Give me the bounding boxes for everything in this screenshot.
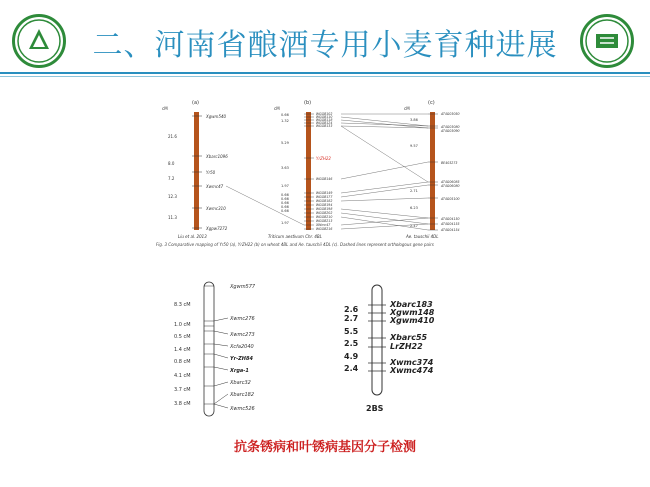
page-title: 二、河南省酿酒专用小麦育种进展 xyxy=(92,28,558,63)
map-c-marker-10: AT4G04154 xyxy=(441,228,460,232)
linkage-map-left xyxy=(160,278,300,428)
left-marker-2: Xwmc276 xyxy=(230,316,255,322)
map-c-distance-1: 3.86 xyxy=(410,118,418,122)
panel-label-b: (b) xyxy=(304,100,312,106)
left-distance-1: 8.3 cM xyxy=(174,302,191,308)
map-a-marker-4: Xwmc47 xyxy=(206,184,224,189)
chromosome-bar-c xyxy=(430,112,435,230)
map-b-marker-3: WGGB118 xyxy=(316,118,333,122)
map-b-distance-5: 1.97 xyxy=(281,184,289,188)
map-b-marker-15: WGGB213 xyxy=(316,219,333,223)
left-marker-8: Xbarc182 xyxy=(230,392,255,398)
right-marker-2: Xgwm148 xyxy=(390,308,435,317)
right-distance-2: 2.7 xyxy=(344,314,359,323)
left-marker-3: Xwmc273 xyxy=(230,332,255,338)
map-a-distance-1: 21.6 xyxy=(168,134,177,139)
chromosome-bar-b xyxy=(306,112,311,230)
map-b-marker-9: WGGB177 xyxy=(316,195,333,199)
right-distance-3: 5.5 xyxy=(344,327,359,336)
right-distance-6: 2.4 xyxy=(344,364,359,373)
map-c-distance-4: 6.23 xyxy=(410,206,418,210)
unit-label-c: cM xyxy=(404,106,410,111)
left-distance-7: 3.7 cM xyxy=(174,387,191,393)
map-b-marker-11: WGGB194 xyxy=(316,203,333,207)
map-b-marker-14: WGGB210 xyxy=(316,215,333,219)
chromosome-outline-2bs xyxy=(372,285,382,395)
map-a-marker-5: Xwmc310 xyxy=(206,206,226,211)
left-marker-6: Xrga-1 xyxy=(230,368,249,374)
map-c-marker-4: BE403273 xyxy=(441,161,458,165)
map-b-distance-6: 0.66 xyxy=(281,193,289,197)
university-logo-right xyxy=(580,14,634,68)
logo-emblem-right xyxy=(583,17,631,65)
map-a-distance-3: 7.2 xyxy=(168,176,175,181)
map-c-marker-9: AT4G04155 xyxy=(441,222,460,226)
university-logo-left xyxy=(12,14,66,68)
map-b-distance-10: 0.66 xyxy=(281,209,289,213)
left-marker-7: Xbarc32 xyxy=(230,380,251,386)
comparative-map-figure xyxy=(156,94,496,264)
left-distance-2: 1.0 cM xyxy=(174,322,191,328)
left-marker-9: Xwmc526 xyxy=(230,406,255,412)
map-b-distance-9: 0.66 xyxy=(281,205,289,209)
unit-label-b: cM xyxy=(274,106,280,111)
map-a-marker-1: Xgwm540 xyxy=(206,114,227,119)
map-c-distance-2: 9.57 xyxy=(410,144,418,148)
map-b-distance-1: 0.66 xyxy=(281,113,289,117)
map-b-marker-7: WGGB146 xyxy=(316,177,333,181)
comparative-map-svg xyxy=(156,94,496,242)
map-c-distance-5: 2.47 xyxy=(410,224,418,228)
map-b-markers xyxy=(268,112,332,239)
map-a-source: Liu et al. 2013 xyxy=(178,234,207,239)
logo-emblem-left xyxy=(15,17,63,65)
panel-label-a: (a) xyxy=(192,100,199,106)
map-b-distance-7: 0.66 xyxy=(281,197,289,201)
title-divider-thin xyxy=(0,76,650,77)
left-distance-6: 4.1 cM xyxy=(174,373,191,379)
map-c-marker-5: AT4G06085 xyxy=(441,180,460,184)
map-b-marker-5: WGGB133 xyxy=(316,124,333,128)
left-distance-3: 0.5 cM xyxy=(174,334,191,340)
left-distance-4: 1.4 cM xyxy=(174,347,191,353)
map-c-source: Ae. tauschii 4DL xyxy=(406,234,439,239)
left-distance-8: 3.8 cM xyxy=(174,401,191,407)
map-b-distance-4: 3.63 xyxy=(281,166,289,170)
map-a-marker-2: Xbarc1096 xyxy=(206,154,228,159)
map-b-source: Triticum aestivum Chr. 4BL xyxy=(268,234,322,239)
map-c-marker-6: AT4G06080 xyxy=(441,184,460,188)
map-b-target-gene: YrZH22 xyxy=(316,156,331,161)
map-c-marker-7: AT4G05100 xyxy=(441,197,460,201)
connector-lines-bc xyxy=(341,114,428,230)
right-distance-1: 2.6 xyxy=(344,305,359,314)
right-marker-4: Xbarc55 xyxy=(390,333,428,342)
map-a-marker-6: Xgpw7272 xyxy=(206,226,228,231)
footer-caption: 抗条锈病和叶锈病基因分子检测 xyxy=(233,440,416,455)
map-a-distance-4: 12.3 xyxy=(168,194,177,199)
map-b-marker-16: XWmc47 xyxy=(316,223,331,227)
linkage-map-2bs xyxy=(316,283,476,418)
right-marker-7: Xwmc474 xyxy=(390,366,434,375)
map-b-marker-17: WGGB216 xyxy=(316,227,333,231)
linkage-map-left-svg xyxy=(160,278,300,428)
map-b-marker-4: WGGB124 xyxy=(316,121,333,125)
connector-lines-ab xyxy=(226,186,304,225)
map-b-marker-2: WGGB110 xyxy=(316,115,333,119)
right-marker-6: Xwmc374 xyxy=(390,358,434,367)
left-marker-4: Xcfa2040 xyxy=(230,344,254,350)
right-marker-5-gene: LrZH22 xyxy=(390,342,423,351)
map-c-marker-1: AT4G03050 xyxy=(441,112,460,116)
map-b-distance-11: 1.97 xyxy=(281,221,289,225)
right-marker-3: Xgwm410 xyxy=(390,316,435,325)
right-distance-4: 2.5 xyxy=(344,339,359,348)
unit-label-a: cM xyxy=(162,106,168,111)
left-marker-1: Xgwm577 xyxy=(230,284,256,290)
map-b-marker-8: WGGB149 xyxy=(316,191,333,195)
chromosome-label-2bs: 2BS xyxy=(366,404,384,413)
figure-caption: Fig. 3 Comparative mapping of Yr50 (a), YrZH22 (b) on wheat 4BL and Ae. tauschii 4DL (c). Dashed lines represent orthologous gene pairs xyxy=(156,242,434,247)
map-b-distance-3: 5.29 xyxy=(281,141,289,145)
map-a-marker-3: Yr50 xyxy=(206,170,216,175)
map-a-distance-2: 8.0 xyxy=(168,161,175,166)
right-marker-1: Xbarc183 xyxy=(390,300,433,309)
map-b-marker-13: WGGB202 xyxy=(316,211,333,215)
panel-label-c: (c) xyxy=(428,100,435,106)
title-divider xyxy=(0,72,650,74)
map-b-distance-8: 0.66 xyxy=(281,201,289,205)
chromosome-bar-a xyxy=(194,112,199,230)
map-b-marker-12: WGGB198 xyxy=(316,207,333,211)
chromosome-outline-left xyxy=(204,282,214,416)
linkage-map-2bs-svg xyxy=(316,283,476,418)
map-b-marker-10: WGGB182 xyxy=(316,199,333,203)
right-distance-5: 4.9 xyxy=(344,352,359,361)
map-c-marker-3: AT4G03090 xyxy=(441,129,460,133)
map-c-marker-8: AT4G04150 xyxy=(441,217,460,221)
left-marker-5-gene: Yr-ZH84 xyxy=(230,356,253,362)
map-a-distance-5: 11.3 xyxy=(168,215,177,220)
map-c-distance-3: 2.71 xyxy=(410,189,418,193)
left-distance-5: 0.8 cM xyxy=(174,359,191,365)
map-b-distance-2: 1.32 xyxy=(281,119,289,123)
map-b-marker-1: WGGB102 xyxy=(316,112,333,116)
map-c-marker-2: AT4G03080 xyxy=(441,125,460,129)
